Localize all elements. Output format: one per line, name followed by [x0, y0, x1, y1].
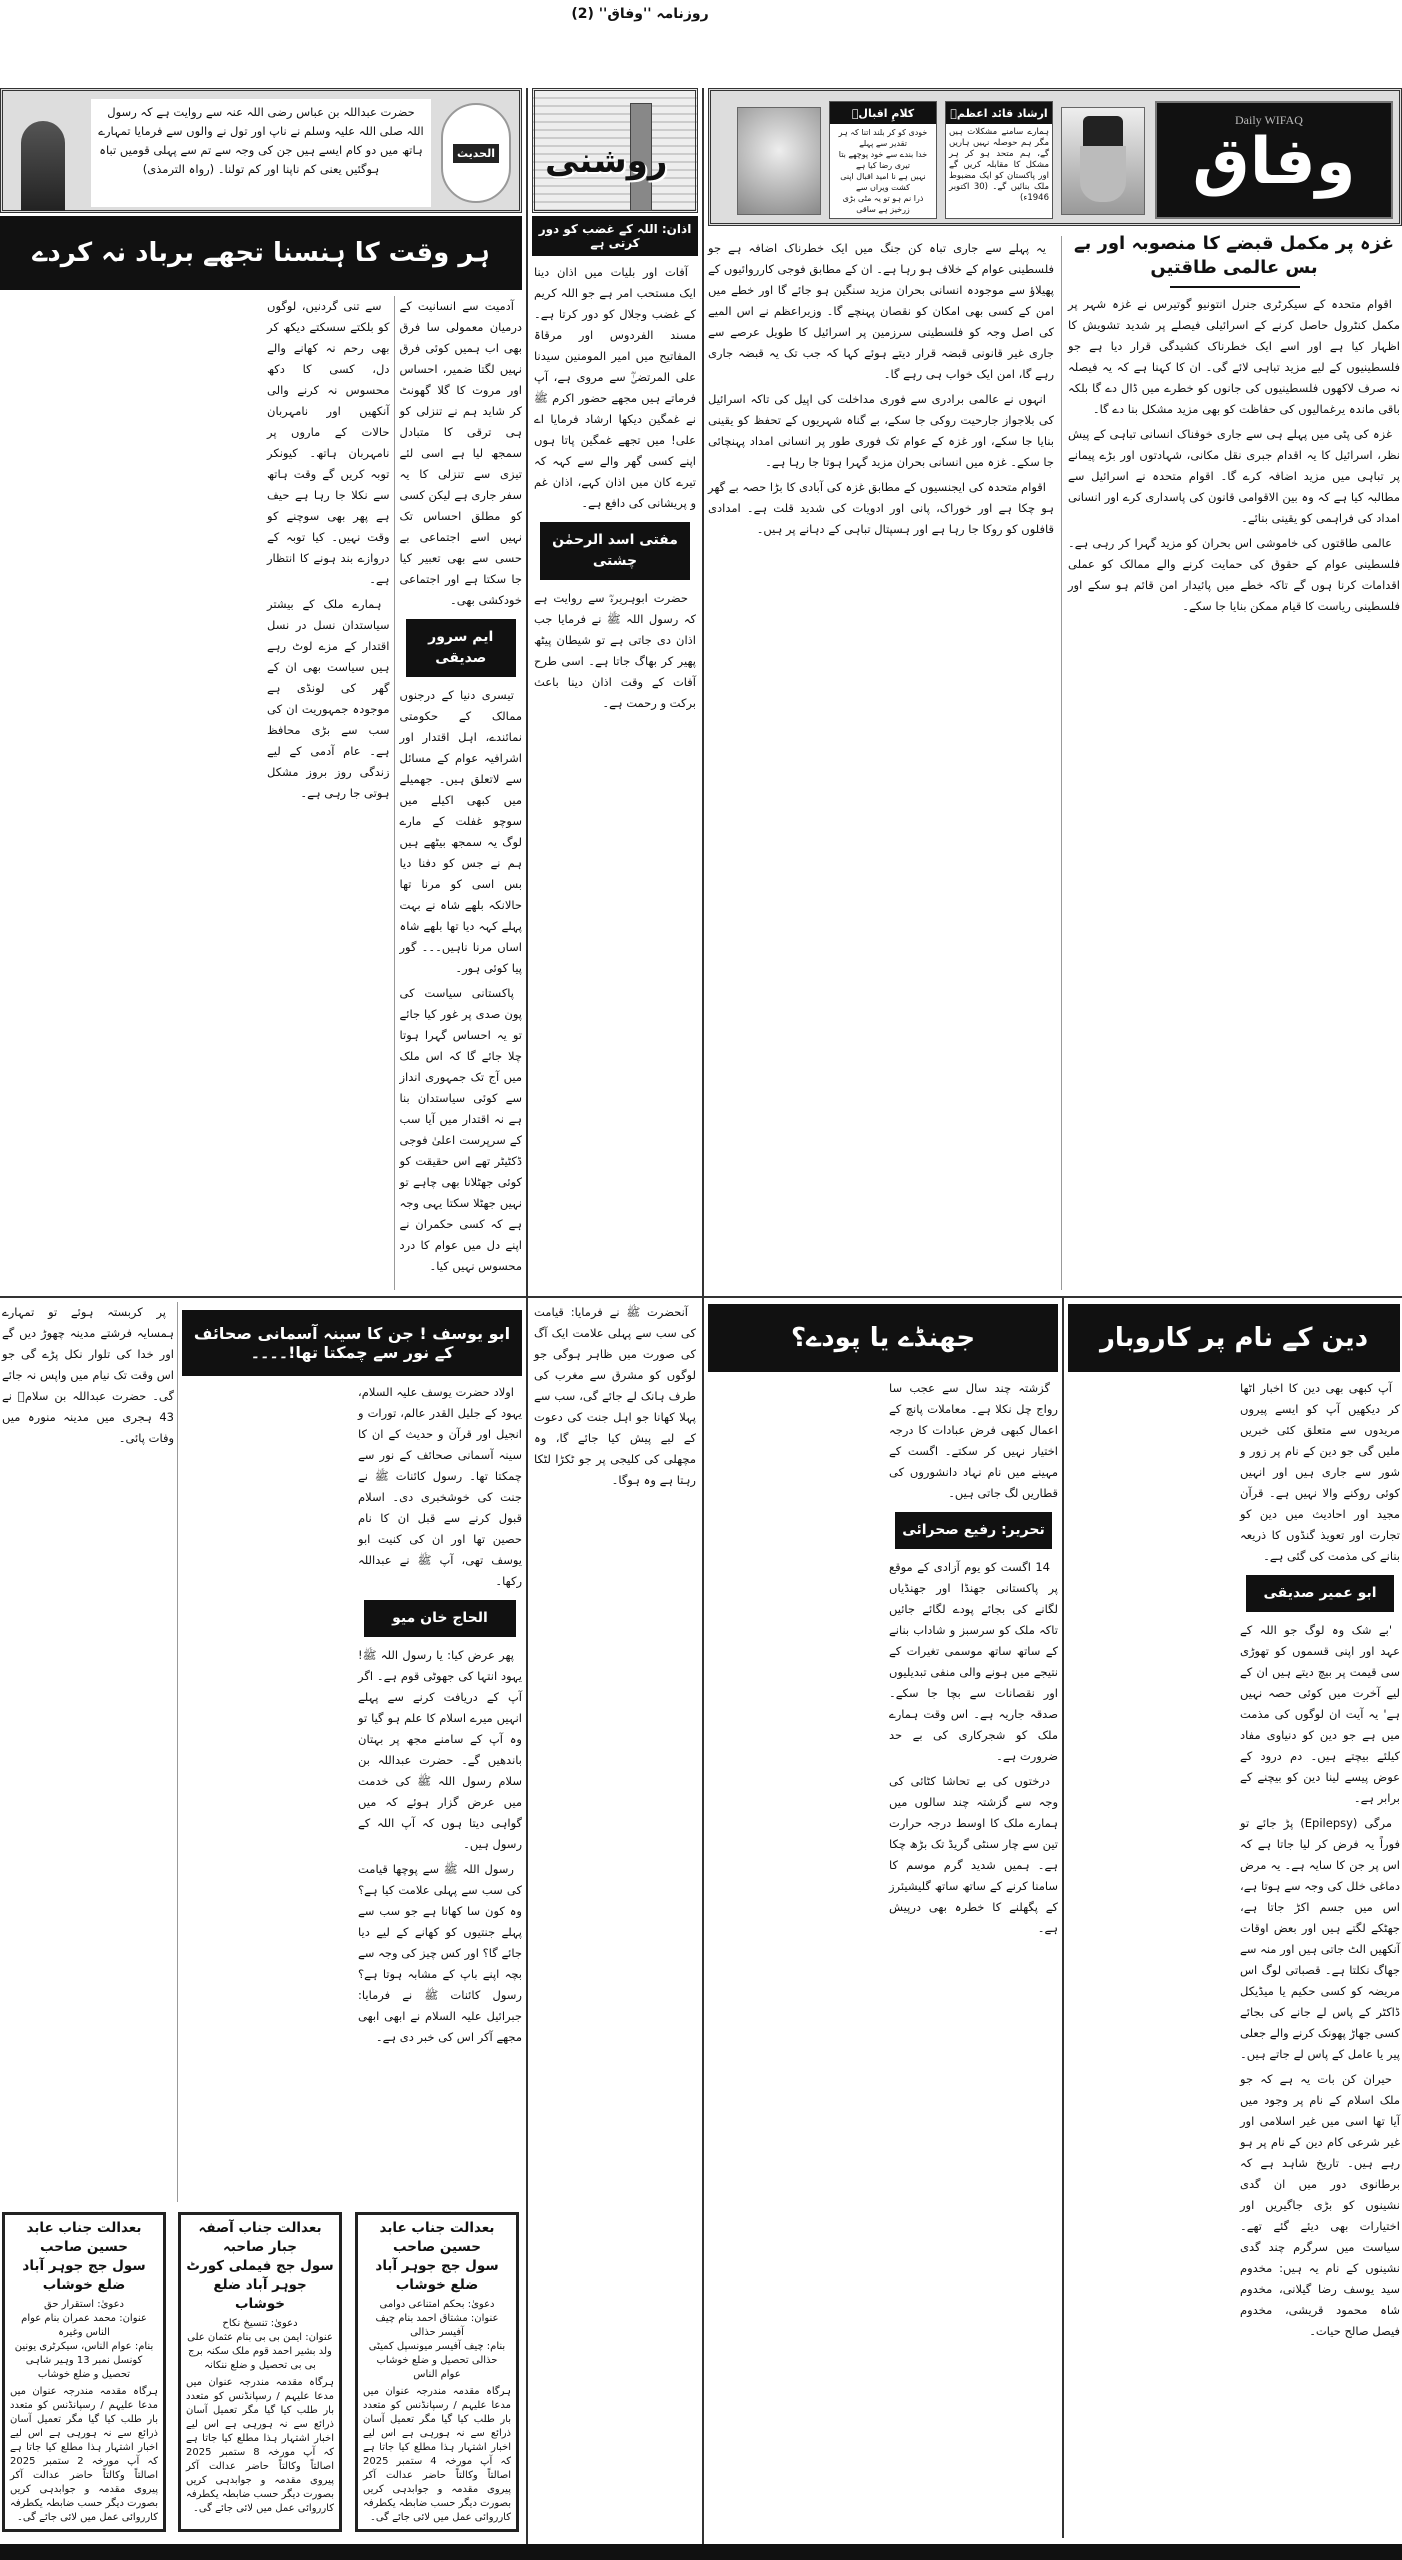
article-paragraph: پھر عرض کیا: یا رسول اللہ ﷺ! یہود انتہا کی جھوٹی قوم ہے۔ اگر آپ کے دریافت کرنے سے پہلے انہیں میرے اسلام کا علم ہو گیا تو وہ آپ کے سامنے مجھ پر بہتان باندھیں گے۔ حضرت عبداللہ بن سلام رسول اللہ ﷺ کی خدمت میں عرض گزار ہوئے کہ میں گواہی دیتا ہوں کہ آپ اللہ کے رسول ہیں۔ — [358, 1648, 522, 1851]
quaid-title: ارشاد قائد اعظمؒ — [946, 102, 1052, 124]
notice-court: بعدالت جناب آصفہ جبار صاحبہ — [198, 2220, 322, 2255]
notice-versus: بنام: عوام الناس، سیکرٹری یونین کونسل نمبر 13 وہیر شاہی تحصیل و ضلع خوشاب — [14, 2341, 154, 2380]
column-divider — [526, 88, 528, 2558]
azan-headline: اذان: اللہ کے غضب کو دور کرتی ہے — [532, 216, 698, 256]
abuyusuf-body-col1 — [534, 1302, 696, 1495]
column-divider — [702, 88, 704, 2558]
article-paragraph: تیسری دنیا کے درجنوں ممالک کے حکومتی نمائندے، اہل اقتدار اور اشرافیہ عوام کے مسائل سے لاتعلق ہیں۔ جھمیلے میں کبھی اکیلے میں سوچو غفلت کے مارے لوگ یہ سمجھ بیٹھے ہیں ہم نے جس کو دفنا دیا بس اسی کو مرنا تھا حالانکہ بلھے شاہ نے بہت پہلے کہہ دیا تھا بلھے شاہ اساں مرنا ناہیں۔۔۔ گور پیا کوئی ہور۔ — [399, 688, 522, 975]
logo-english: Daily WIFAQ — [1235, 113, 1303, 127]
abuyusuf-body-col-last — [2, 1302, 174, 1453]
abuyusuf-headline: ابو یوسف ! جن کا سینہ آسمانی صحائف کے نور سے چمکتا تھا!۔۔۔۔ — [182, 1310, 522, 1376]
article-paragraph: 'بے شک وہ لوگ جو اللہ کے عہد اور اپنی قسموں کو تھوڑی سی قیمت پر بیچ دیتے ہیں ان کے لیے آخرت میں کوئی حصہ نہیں ہے' یہ آیت ان لوگوں کی مذمت میں ہے جو دین کو دنیاوی مفاد کیلئے بیچتے ہیں۔ دم درود کے عوض پیسے لینا دین کو بیچنے کے برابر ہے۔ — [1240, 1623, 1400, 1805]
article-paragraph: پاکستانی سیاست کی پون صدی پر غور کیا جائے تو یہ احساس گہرا ہوتا چلا جائے گا کہ اس ملک میں آج تک جمہوری انداز سے کوئی سیاستدان بنا ہے نہ اقتدار میں آیا سب کے سرپرست اعلیٰ فوجی ڈکٹیٹر تھے اس حقیقت کو کوئی جھٹلانا بھی چاہے تو نہیں جھٹلا سکتا یہی وجہ ہے کہ کسی حکمران نے اپنے دل میں عوام کا درد محسوس نہیں کیا۔ — [399, 986, 522, 1273]
notice-title: عنوان: ایمن بی بی بنام عثمان علی ولد بشیر احمد قوم ملک سکنہ برج بی بی تحصیل و ضلع ننکانہ — [187, 2332, 333, 2371]
masthead — [708, 88, 1402, 226]
deen-body — [1068, 1378, 1400, 2538]
author-byline: الحاج خان میو — [364, 1600, 516, 1637]
lead-headline: غزہ پر مکمل قبضے کا منصوبہ اور بے بس عالمی طاقتیں — [1073, 233, 1395, 278]
article-paragraph: آپ کبھی بھی دین کا اخبار اٹھا کر دیکھیں آپ کو ایسے پیروں مریدوں سے متعلق کئی خبریں ملیں گی جو دین کے نام پر زور و شور سے جاری ہیں اور انہیں کوئی روکنے والا نہیں ہے۔ قرآن مجید اور احادیث میں دین کو تجارت اور تعویذ گنڈوں کا ذریعہ بنانے کی مذمت کی گئی ہے۔ — [1240, 1381, 1400, 1563]
article-paragraph: یہ پہلے سے جاری تباہ کن جنگ میں ایک خطرناک اضافہ ہے جو فلسطینی عوام کے خلاف ہو رہا ہے۔ ان کے مطابق فوجی کارروائیوں کے پھیلاؤ سے موجودہ انسانی بحران مزید سنگین ہو جائے گا اور خطے میں امن کے کسی بھی امکان کو نقصان پہنچے گا۔ وزیراعظم نے اس المیے کی اصل وجہ کو فلسطینی سرزمین پر اسرائیل کا طویل عرصے سے جاری غیر قانونی قبضہ قرار دیتے ہوئے کہا کہ جب تک یہ قبضہ جاری رہے گا، امن ایک خواب ہی رہے گا۔ — [708, 241, 1054, 381]
deen-headline: دین کے نام پر کاروبار — [1068, 1304, 1400, 1372]
column-divider — [1062, 1298, 1064, 2538]
iqbal-line: ذرا نم ہو تو یہ مٹی بڑی زرخیز ہے ساقی — [842, 194, 924, 214]
iqbal-line: نہیں ہے نا امید اقبال اپنی کشت ویراں سے — [840, 172, 926, 192]
hadith-banner — [0, 88, 522, 213]
article-paragraph: آفات اور بلیات میں اذان دینا ایک مستحب امر ہے جو اللہ کریم کے غضب وجلال کو دور کرتا ہے۔ مسند الفردوس اور مرقاۃ المفاتیح میں امیر المومنین سیدنا علی المرتضیٰؓ سے مروی ہے، آپ فرماتے ہیں مجھے حضور اکرم ﷺ نے غمگین دیکھا ارشاد فرمایا اے علی! میں تجھے غمگین پاتا ہوں اپنے کسی گھر والے سے کہہ کہ تیرے کان میں اذان کہے، اذان غم و پریشانی کی دافع ہے۔ — [534, 265, 696, 510]
logo-urdu: وفاق — [1192, 125, 1356, 199]
notice-court: بعدالت جناب عابد حسین صاحب — [26, 2220, 142, 2255]
court-notice — [2, 2212, 166, 2532]
article-paragraph: آدمیت سے انسانیت کے درمیان معمولی سا فرق بھی اب ہمیں کوئی فرق نہیں لگتا ضمیر، احساس اور مروت کا گلا گھونٹ کر شاید ہم نے تنزلی کو ہی ترقی کا متبادل سمجھ لیا ہے اسی لئے تیزی سے تنزلی کا یہ سفر جاری ہے لیکن کسی کو مطلق احساس تک نہیں اسے اجتماعی بے حسی سے بھی تعبیر کیا جا سکتا ہے اور اجتماعی خودکشی بھی۔ — [399, 299, 522, 607]
notice-extra: عوام الناس — [413, 2369, 461, 2380]
notice-judge: سول جج فیملی کورٹ جوہر آباد ضلع خوشاب — [186, 2258, 334, 2312]
notice-court: بعدالت جناب عابد حسین صاحب — [379, 2220, 495, 2255]
notice-title: عنوان: محمد عمران بنام عوام الناس وغیرہ — [21, 2313, 147, 2338]
lead-body-right — [1068, 294, 1400, 621]
iqbal-portrait — [737, 107, 821, 215]
hadith-text: حضرت عبداللہ بن عباس رضی اللہ عنہ سے روایت ہے کہ رسول اللہ صلی اللہ علیہ وسلم نے ناپ اور تول نے والوں سے فرمایا تمہارے ہاتھ میں دو کام ایسے ہیں جن کی وجہ سے تم سے پہلی قومیں تباہ ہوگئیں یعنی کم ناپنا اور کم تولنا۔ (رواہ الترمذی) — [91, 99, 431, 207]
notice-judge: سول جج جوہر آباد ضلع خوشاب — [375, 2258, 499, 2293]
article-paragraph: اولاد حضرت یوسف علیہ السلام، یہود کے جلیل القدر عالم، تورات و انجیل اور قرآن و حدیث کے ان کا سینہ آسمانی صحائف کے نور سے چمکتا تھا۔ رسول کائنات ﷺ نے جنت کی خوشخبری دی۔ اسلام قبول کرنے سے قبل ان کا نام حصین تھا اور ان کی کنیت ابو یوسف تھی، آپ ﷺ نے عبداللہ رکھا۔ — [358, 1385, 522, 1588]
article-paragraph: آنحضرت ﷺ نے فرمایا: قیامت کی سب سے پہلی علامت ایک آگ کی صورت میں ظاہر ہوگی جو لوگوں کو مشرق سے مغرب کی طرف ہانک لے جائے گی، سب سے پہلا کھانا جو اہل جنت کی دعوت کے لیے پیش کیا جائے گا، وہ مچھلی کی کلیجی پر جو ٹکڑا لٹکا رہتا ہے وہ ہوگا۔ — [534, 1305, 696, 1487]
notice-body: ہرگاہ مقدمہ مندرجہ عنوان میں مدعا علیہم / رسپانڈنس کو متعدد بار طلب کیا گیا مگر تعمیل آسان ذرائع سے نہ ہورہی ہے اس لیے اخبار اشتہار ہذا مطلع کیا جاتا ہے کہ آپ مورخہ 2 ستمبر 2025 اصالتاً وکالتاً حاضر عدالت آکر پیروی مقدمہ و جوابدہی کریں بصورت دیگر حسب ضابطہ یکطرفہ کارروائی عمل میں لائی جائے گی۔ — [10, 2386, 158, 2523]
jhande-body — [708, 1378, 1058, 2538]
article-paragraph: انہوں نے عالمی برادری سے فوری مداخلت کی اپیل کی تاکہ اسرائیل کی بلاجواز جارحیت روکی جا سکے، بے گناہ شہریوں کے تحفظ کو یقینی بنایا جا سکے، اور غزہ کے عوام تک فوری طور پر انسانی امداد پہنچائی جا سکے۔ غزہ میں انسانی بحران مزید گہرا ہوتا جا رہا ہے۔ — [708, 392, 1054, 469]
article-paragraph: رسول اللہ ﷺ سے پوچھا قیامت کی سب سے پہلی علامت کیا ہے؟ وہ کون سا کھانا ہے جو سب سے پہلے جنتیوں کو کھانے کے لیے دیا جائے گا؟ اور کس چیز کی وجہ سے بچہ اپنے باپ کے مشابہ ہوتا ہے؟ رسول کائنات ﷺ نے فرمایا: جبرائیل علیہ السلام نے ابھی ابھی مجھے آکر اس کی خبر دی ہے۔ — [358, 1862, 522, 2044]
notice-title: عنوان: مشتاق احمد بنام چیف آفیسر حذالی — [375, 2313, 499, 2338]
article-paragraph: پر کربستہ ہوئے تو تمہارے ہمسایہ فرشتے مدینہ چھوڑ دیں گے اور خدا کی تلوار نکل پڑے گی جو اس وقت تک نیام میں واپس نہ جائے گی۔ حضرت عبداللہ بن سلامؓ نے 43 ہجری میں مدینہ منورہ میں وفات پائی۔ — [2, 1305, 174, 1445]
azan-body — [534, 262, 696, 718]
hadith-badge: الحدیث — [453, 144, 499, 163]
notice-body: ہرگاہ مقدمہ مندرجہ عنوان میں مدعا علیہم / رسپانڈنس کو متعدد بار طلب کیا گیا مگر تعمیل آسان ذرائع سے نہ ہورہی ہے اس لیے اخبار اشتہار ہذا مطلع کیا جاتا ہے کہ آپ مورخہ 8 ستمبر 2025 اصالتاً وکالتاً حاضر عدالت آکر پیروی مقدمہ و جوابدہی کریں بصورت دیگر حسب ضابطہ یکطرفہ کارروائی عمل میں لائی جائے گی۔ — [186, 2377, 334, 2514]
article-paragraph: اقوام متحدہ کی ایجنسیوں کے مطابق غزہ کی آبادی کا بڑا حصہ بے گھر ہو چکا ہے اور خوراک، پانی اور ادویات کی شدید قلت ہے۔ امدادی قافلوں کو روکا جا رہا ہے اور ہسپتال تباہی کے دہانے پر ہیں۔ — [708, 480, 1054, 536]
author-byline: ایم سرور صدیقی — [406, 619, 517, 677]
section-divider — [0, 1296, 1402, 1298]
court-notice — [355, 2212, 519, 2532]
abuyusuf-body — [182, 1382, 522, 2202]
page-number-label: روزنامہ ''وفاق'' (2) — [571, 6, 709, 22]
roshni-title: روشنی — [545, 141, 668, 181]
article-paragraph: درختوں کی بے تحاشا کٹائی کی وجہ سے گزشتہ چند سالوں میں ہمارے ملک کا اوسط درجہ حرارت تین سے چار سنٹی گریڈ تک بڑھ چکا ہے۔ ہمیں شدید گرم موسم کا سامنا کرنے کے ساتھ ساتھ گلیشیئرز کے پگھلنے کا خطرہ بھی درپیش ہے۔ — [889, 1774, 1058, 1935]
hansna-headline: ہر وقت کا ہنسنا تجھے برباد نہ کردے — [0, 216, 522, 290]
article-paragraph: مرگی (Epilepsy) پڑ جائے تو فوراً یہ فرض کر لیا جاتا ہے کہ اس پر جن کا سایہ ہے۔ یہ مرض دماغی خلل کی وجہ سے ہوتا ہے، اس میں جسم اکڑ جاتا ہے، جھٹکے لگتے ہیں اور بعض اوقات آنکھیں الٹ جاتی ہیں اور منہ سے جھاگ نکلتا ہے۔ قصباتی لوگ اس مریضہ کو کسی حکیم یا میڈیکل ڈاکٹر کے پاس لے جانے کی بجائے کسی جھاڑ پھونک کرنے والے جعلی پیر یا عامل کے پاس لے جاتے ہیں۔ — [1240, 1816, 1400, 2061]
lead-body-left — [708, 238, 1054, 544]
author-byline: ابو عمیر صدیقی — [1246, 1575, 1394, 1612]
article-paragraph: عالمی طاقتوں کی خاموشی اس بحران کو مزید گہرا کر رہی ہے۔ فلسطینی عوام کے حقوق کی حمایت کرنے والے ممالک کو عملی اقدامات کرنا ہوں گے تاکہ خطے میں پائیدار امن قائم ہو سکے اور فلسطینی ریاست کا قیام ممکن بنایا جا سکے۔ — [1068, 536, 1400, 613]
article-paragraph: حضرت ابوہریرہؓ سے روایت ہے کہ رسول اللہ ﷺ نے فرمایا جب اذان دی جاتی ہے تو شیطان پیٹھ پھیر کر بھاگ جاتا ہے۔ اسی طرح آفات کے وقت اذان دینا باعث برکت و رحمت ہے۔ — [534, 591, 696, 710]
bottom-bar — [0, 2544, 1402, 2560]
author-byline: مفتی اسد الرحمٰن چشتی — [540, 522, 690, 580]
article-paragraph: ہمارے ملک کے بیشتر سیاستدان نسل در نسل اقتدار کے مزے لوٹ رہے ہیں سیاست بھی ان کے گھر کی لونڈی ہے موجودہ جمہوریت ان کی سب سے بڑی محافظ ہے۔ عام آدمی کے لیے زندگی روز بروز مشکل ہوتی جا رہی ہے۔ — [267, 597, 390, 800]
roshni-banner — [532, 88, 698, 213]
notice-claim: دعویٰ: استقرار حق — [43, 2299, 125, 2310]
green-dome-icon — [21, 121, 65, 211]
quaid-text: ہمارے سامنے مشکلات ہیں مگر ہم حوصلہ نہیں ہاریں گے، ہم متحد ہو کر ہر مشکل کا مقابلہ کریں گے اور پاکستان کو ایک مضبوط ملک بنائیں گے۔ (30 اکتوبر 1946ء) — [949, 127, 1050, 203]
wifaq-logo — [1155, 101, 1393, 219]
notice-judge: سول جج جوہر آباد ضلع خوشاب — [22, 2258, 146, 2293]
article-paragraph: سے تنی گردنیں، لوگوں کو بلکتے سسکتے دیکھ کر بھی رحم نہ کھانے والے دل، کسی کا دکھ محسوس نہ کرنے والی آنکھیں اور نامہربان حالات کے ماروں پر نامہربان ہاتھ۔ کیونکر توبہ کریں گے وقت ہاتھ سے نکلا جا رہا ہے حیف ہے پھر بھی سوچنے کو وقت نہیں۔ کیا توبہ کے دروازے بند ہونے کا انتظار ہے۔ — [267, 299, 390, 586]
jhande-headline: جھنڈے یا پودے؟ — [708, 1304, 1058, 1372]
article-paragraph: اقوام متحدہ کے سیکرٹری جنرل انتونیو گوتیرس نے غزہ شہر پر مکمل کنٹرول حاصل کرنے کے اسرائیلی فیصلے پر شدید تشویش کا اظہار کیا ہے اور اسے ایک خطرناک کشیدگی قرار دیا ہے جو فلسطینیوں کے لیے مزید تباہی لائے گی۔ ان کا کہنا ہے کہ یہ فیصلہ نہ صرف لاکھوں فلسطینیوں کی جانوں کو خطرے میں ڈال دے گا بلکہ باقی ماندہ یرغمالیوں کی حفاظت کو بھی مزید مشکل بنا دے گا۔ — [1068, 297, 1400, 416]
iqbal-poetry-box — [829, 101, 937, 219]
iqbal-line: خودی کو کر بلند اتنا کہ ہر تقدیر سے پہلے — [838, 128, 928, 148]
headline-underline — [1170, 286, 1300, 288]
notice-claim: دعویٰ: بحکم امتناعی دوامی — [379, 2299, 495, 2310]
hansna-body — [2, 296, 522, 1290]
article-paragraph: گزشتہ چند سال سے عجب سا رواج چل نکلا ہے۔ معاملات پانچ کے اعمال کبھی فرض عبادات کا درجہ اختیار نہیں کر سکتے۔ اگست کے مہینے میں نام نہاد دانشوروں کی قطاریں لگ جاتی ہیں۔ — [889, 1381, 1058, 1500]
article-paragraph: حیران کن بات یہ ہے کہ جو ملک اسلام کے نام پر وجود میں آیا تھا اسی میں غیر اسلامی اور غیر شرعی کام دین کے نام پر ہو رہے ہیں۔ تاریخ شاہد ہے کہ برطانوی دور میں ان گدی نشینوں کو بڑی جاگیریں اور اختیارات بھی دیئے گئے تھے۔ سیاست میں سرگرم چند گدی نشینوں کے نام یہ ہیں: مخدوم سید یوسف رضا گیلانی، مخدوم شاہ محمود قریشی، مخدوم فیصل صالح حیات۔ — [1240, 2072, 1400, 2338]
notice-body: ہرگاہ مقدمہ مندرجہ عنوان میں مدعا علیہم / رسپانڈنس کو متعدد بار طلب کیا گیا مگر تعمیل آسان ذرائع سے نہ ہورہی ہے اس لیے اخبار اشتہار ہذا مطلع کیا جاتا ہے کہ آپ مورخہ 4 ستمبر 2025 اصالتاً وکالتاً حاضر عدالت آکر پیروی مقدمہ و جوابدہی کریں بصورت دیگر حسب ضابطہ یکطرفہ کارروائی عمل میں لائی جائے گی۔ — [363, 2386, 511, 2523]
iqbal-line: خدا بندے سے خود پوچھے بتا تیری رضا کیا ہے — [838, 150, 928, 170]
notice-versus: بنام: چیف آفیسر میونسپل کمیٹی حذالی تحصیل و ضلع خوشاب — [368, 2341, 506, 2366]
court-notice — [178, 2212, 342, 2532]
quaid-portrait — [1061, 107, 1145, 215]
author-byline: تحریر: رفیع صحرائی — [895, 1512, 1052, 1549]
article-paragraph: غزہ کی پٹی میں پہلے ہی سے جاری خوفناک انسانی تباہی کے پیش نظر، اسرائیل کا یہ اقدام جبری نقل مکانی، شہادتوں اور بڑے پیمانے پر تباہی میں مزید اضافہ کرے گا۔ اقوام متحدہ نے اسرائیل سے مطالبہ کیا ہے کہ وہ بین الاقوامی قانون کی پاسداری کرے اور انسانی امداد کی فراہمی کو یقینی بنائے۔ — [1068, 427, 1400, 525]
iqbal-title: کلامِ اقبالؒ — [830, 102, 936, 124]
quaid-quote-box — [945, 101, 1053, 219]
notice-claim: دعویٰ: تنسیخ نکاح — [222, 2318, 298, 2329]
article-paragraph: 14 اگست کو یوم آزادی کے موقع پر پاکستانی جھنڈا اور جھنڈیاں لگانے کی بجائے پودے لگائے جائیں تاکہ ملک کو سرسبز و شاداب بنانے کے ساتھ ساتھ موسمی تغیرات کے نتیجے میں ہونے والی منفی تبدیلیوں اور نقصانات سے بچا جا سکے۔ صدقہ جاریہ ہے۔ اس وقت ہمارے ملک کو شجرکاری کی بے حد ضرورت ہے۔ — [889, 1560, 1058, 1763]
